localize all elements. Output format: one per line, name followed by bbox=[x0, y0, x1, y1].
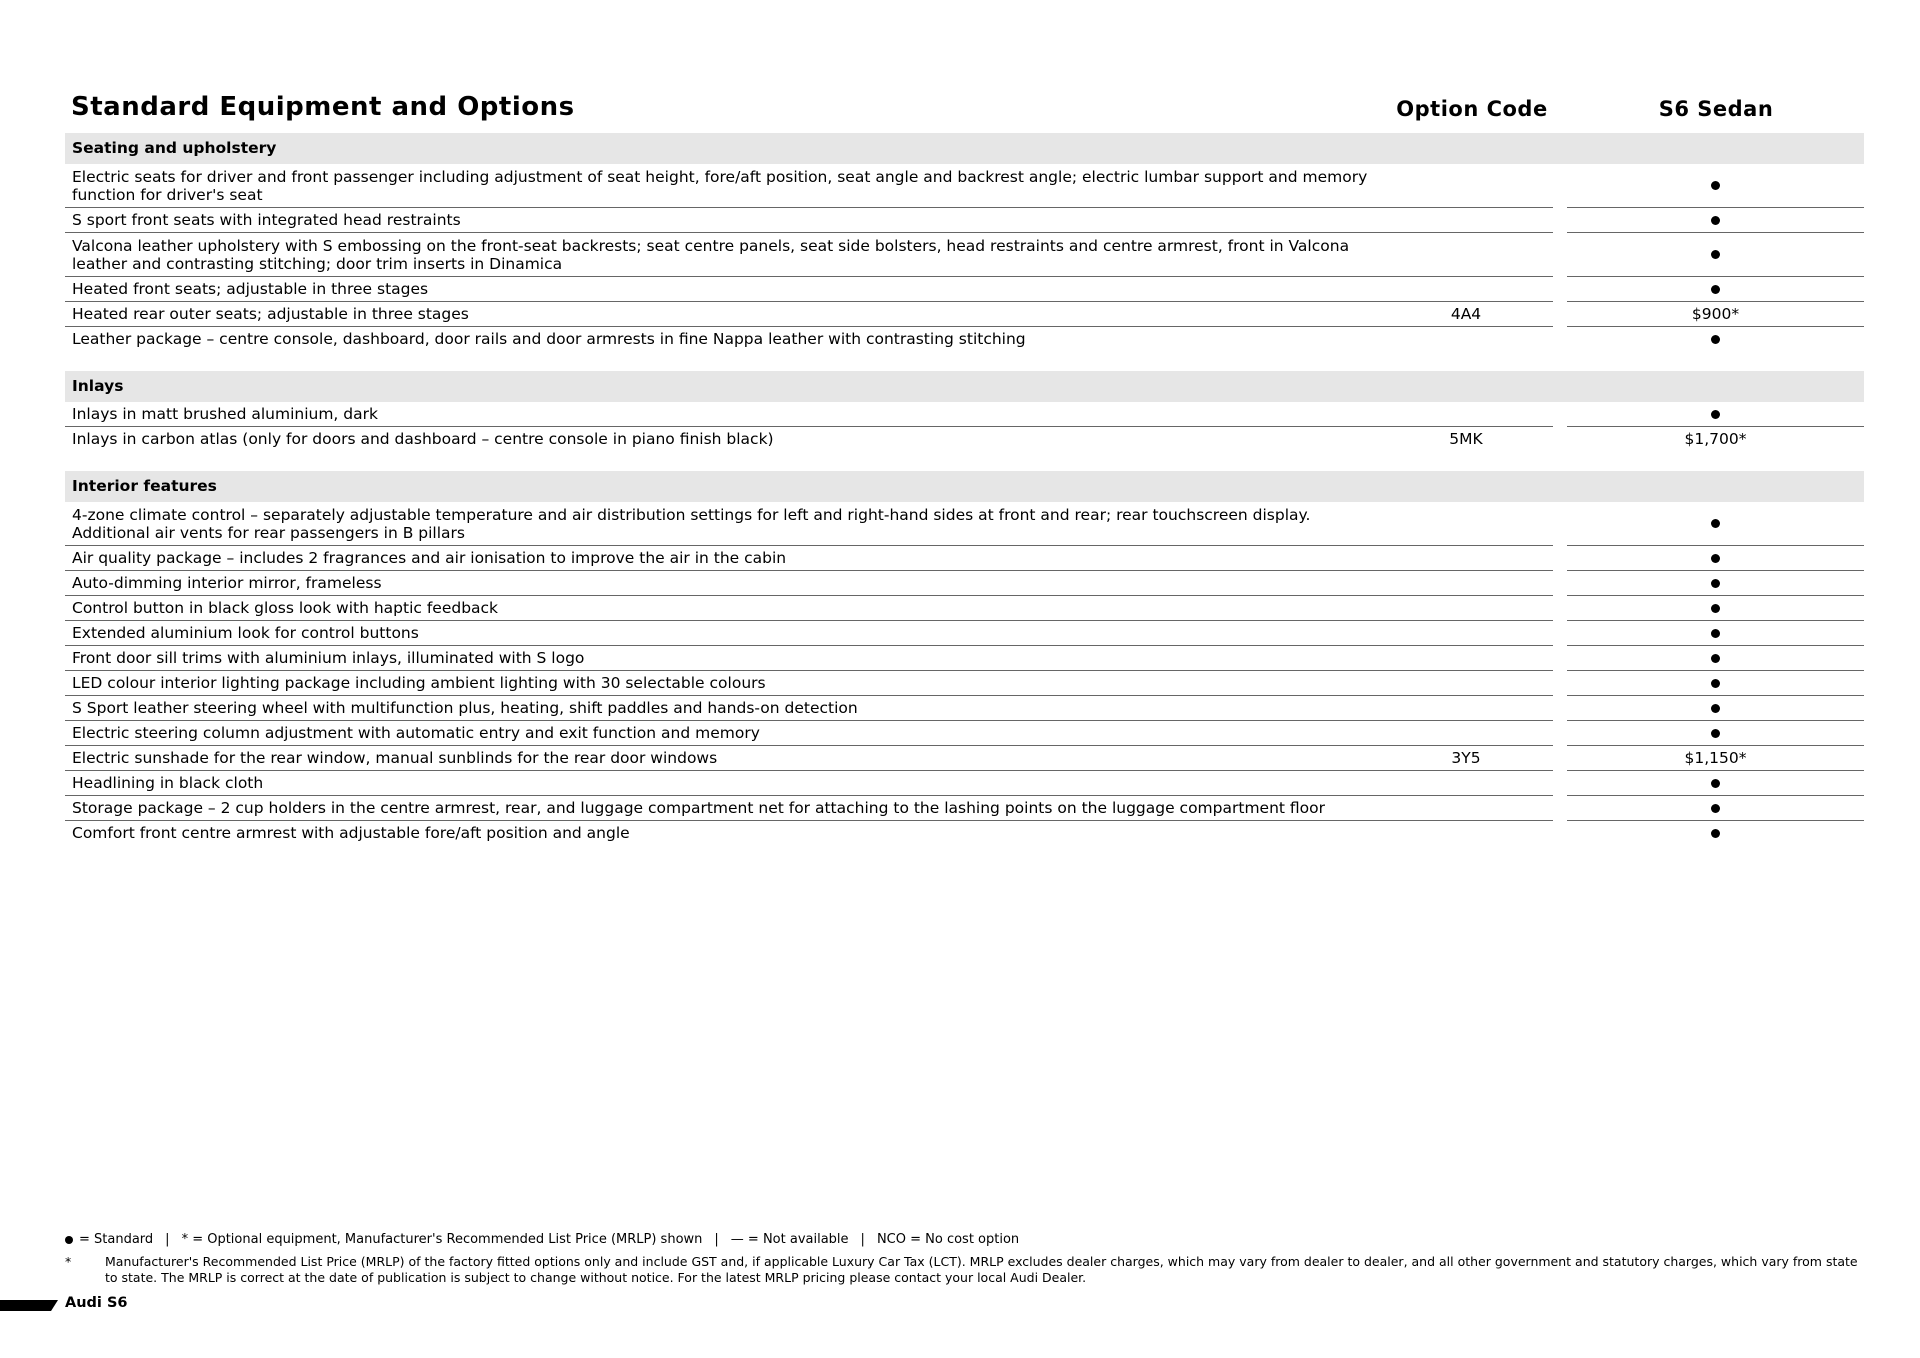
standard-dot-icon bbox=[1711, 629, 1720, 638]
standard-dot-icon bbox=[1711, 410, 1720, 419]
feature-description bbox=[65, 302, 1381, 327]
section bbox=[65, 371, 1864, 451]
footer-label: Audi S6 bbox=[65, 1295, 128, 1311]
standard-dot-icon bbox=[1711, 604, 1720, 613]
table-row bbox=[65, 402, 1864, 427]
footnote-text: Manufacturer's Recommended List Price (MRLP) of the factory fitted options only and include GST and, if applicable Luxury Car Tax (LCT). MRLP excludes dealer charges, which may vary from dealer to dealer, and all other government and statutory charges, which vary from state to state. The MRLP is correct at the date of publication is subject to change without notice. For the latest MRLP pricing please contact your local Audi Dealer. bbox=[105, 1254, 1858, 1285]
table-row bbox=[65, 796, 1864, 821]
availability-cell bbox=[1567, 164, 1864, 208]
standard-dot-icon bbox=[1711, 829, 1720, 838]
table-row bbox=[65, 596, 1864, 621]
option-code-cell bbox=[1379, 502, 1553, 546]
feature-description bbox=[65, 771, 1381, 796]
footnote-mark: * bbox=[65, 1254, 72, 1269]
table-row bbox=[65, 646, 1864, 671]
feature-description bbox=[65, 746, 1381, 771]
feature-description bbox=[65, 621, 1381, 646]
availability-cell: $1,150* bbox=[1567, 746, 1864, 771]
feature-description-text: Inlays in carbon atlas (only for doors and dashboard – centre console in piano finish black) bbox=[72, 430, 774, 448]
table-row bbox=[65, 208, 1864, 233]
table-row bbox=[65, 502, 1864, 546]
model-column-header: S6 Sedan bbox=[1658, 97, 1774, 121]
standard-dot-icon bbox=[1711, 335, 1720, 344]
option-code-cell bbox=[1379, 546, 1553, 571]
availability-cell bbox=[1567, 502, 1864, 546]
option-code-cell bbox=[1379, 596, 1553, 621]
legend-separator: | bbox=[860, 1232, 865, 1247]
feature-description-text: Storage package – 2 cup holders in the centre armrest, rear, and luggage compartment net for attaching to the lashing points on the luggage compartment floor bbox=[72, 799, 1326, 817]
option-code-cell bbox=[1379, 621, 1553, 646]
availability-cell bbox=[1567, 402, 1864, 427]
table-row bbox=[65, 427, 1864, 451]
feature-description-text: Valcona leather upholstery with S embossing on the front-seat backrests; seat centre panels, seat side bolsters, head restraints and centre armrest, front in Valcona leather and contrasting stitching; door trim inserts in Dinamica bbox=[72, 237, 1350, 273]
table-row bbox=[65, 327, 1864, 351]
table-row bbox=[65, 696, 1864, 721]
table-row bbox=[65, 671, 1864, 696]
feature-description-text: Inlays in matt brushed aluminium, dark bbox=[72, 405, 378, 423]
feature-description bbox=[65, 796, 1381, 821]
standard-dot-icon bbox=[1711, 554, 1720, 563]
feature-description bbox=[65, 164, 1381, 208]
section bbox=[65, 133, 1864, 351]
option-code-cell: 4A4 bbox=[1379, 302, 1553, 327]
standard-dot-icon bbox=[1711, 679, 1720, 688]
availability-cell bbox=[1567, 696, 1864, 721]
standard-dot-icon bbox=[1711, 579, 1720, 588]
feature-description-text: Control button in black gloss look with haptic feedback bbox=[72, 599, 499, 617]
standard-dot-icon bbox=[1711, 654, 1720, 663]
option-code-cell bbox=[1379, 696, 1553, 721]
section-title: Inlays bbox=[65, 371, 1864, 402]
availability-cell bbox=[1567, 721, 1864, 746]
availability-cell bbox=[1567, 277, 1864, 302]
section bbox=[65, 471, 1864, 845]
availability-cell bbox=[1567, 796, 1864, 821]
option-code-cell bbox=[1379, 327, 1553, 351]
standard-dot-icon bbox=[1711, 804, 1720, 813]
legend-nco: NCO = No cost option bbox=[876, 1232, 1020, 1247]
option-code-cell bbox=[1379, 796, 1553, 821]
availability-cell bbox=[1567, 621, 1864, 646]
standard-dot-icon bbox=[1711, 285, 1720, 294]
section-title: Seating and upholstery bbox=[65, 133, 1864, 164]
legend-standard: = Standard bbox=[79, 1232, 154, 1247]
feature-description bbox=[65, 402, 1381, 427]
feature-description-text: Leather package – centre console, dashboard, door rails and door armrests in fine Nappa leather with contrasting stitching bbox=[72, 330, 1026, 348]
standard-dot-icon bbox=[1711, 704, 1720, 713]
option-code-cell bbox=[1379, 571, 1553, 596]
equipment-table bbox=[65, 133, 1864, 865]
legend-separator: | bbox=[714, 1232, 719, 1247]
standard-dot-icon bbox=[1711, 519, 1720, 528]
feature-description-text: Air quality package – includes 2 fragrances and air ionisation to improve the air in the cabin bbox=[72, 549, 787, 567]
option-code-cell: 3Y5 bbox=[1379, 746, 1553, 771]
availability-cell bbox=[1567, 327, 1864, 351]
legend-separator: | bbox=[165, 1232, 170, 1247]
feature-description bbox=[65, 596, 1381, 621]
feature-description-text: Electric sunshade for the rear window, manual sunblinds for the rear door windows bbox=[72, 749, 718, 767]
feature-description bbox=[65, 546, 1381, 571]
page-title: Standard Equipment and Options bbox=[71, 92, 575, 122]
feature-description bbox=[65, 327, 1381, 351]
feature-description-text: Electric steering column adjustment with automatic entry and exit function and memory bbox=[72, 724, 760, 742]
availability-cell bbox=[1567, 546, 1864, 571]
availability-cell bbox=[1567, 646, 1864, 671]
feature-description-text: 4-zone climate control – separately adjustable temperature and air distribution settings for left and right-hand sides at front and rear; rear touchscreen display. Additional air vents for rear passengers in B pillars bbox=[72, 506, 1311, 542]
legend bbox=[65, 1232, 1019, 1247]
standard-dot-icon bbox=[1711, 181, 1720, 190]
standard-dot-icon bbox=[1711, 779, 1720, 788]
availability-cell bbox=[1567, 596, 1864, 621]
table-row bbox=[65, 721, 1864, 746]
option-code-cell bbox=[1379, 277, 1553, 302]
table-row bbox=[65, 571, 1864, 596]
availability-cell bbox=[1567, 771, 1864, 796]
feature-description bbox=[65, 821, 1381, 845]
legend-optional: * = Optional equipment, Manufacturer's Recommended List Price (MRLP) shown bbox=[181, 1232, 703, 1247]
option-code-cell bbox=[1379, 821, 1553, 845]
table-row bbox=[65, 164, 1864, 208]
table-row bbox=[65, 302, 1864, 327]
section-title: Interior features bbox=[65, 471, 1864, 502]
availability-cell: $900* bbox=[1567, 302, 1864, 327]
feature-description bbox=[65, 427, 1381, 451]
feature-description-text: Front door sill trims with aluminium inlays, illuminated with S logo bbox=[72, 649, 585, 667]
feature-description bbox=[65, 233, 1381, 277]
availability-cell bbox=[1567, 821, 1864, 845]
option-code-cell bbox=[1379, 208, 1553, 233]
option-code-column-header: Option Code bbox=[1396, 97, 1548, 121]
footer-bar bbox=[0, 1300, 58, 1311]
table-row bbox=[65, 621, 1864, 646]
footnote bbox=[65, 1254, 1865, 1286]
option-code-cell bbox=[1379, 402, 1553, 427]
feature-description bbox=[65, 646, 1381, 671]
feature-description bbox=[65, 696, 1381, 721]
feature-description-text: Headlining in black cloth bbox=[72, 774, 264, 792]
option-code-cell: 5MK bbox=[1449, 430, 1483, 448]
table-row bbox=[65, 821, 1864, 845]
standard-dot-icon bbox=[1711, 216, 1720, 225]
feature-description-text: Extended aluminium look for control buttons bbox=[72, 624, 419, 642]
feature-description-text: S sport front seats with integrated head restraints bbox=[72, 211, 461, 229]
feature-description bbox=[65, 208, 1381, 233]
feature-description bbox=[65, 277, 1381, 302]
feature-description-text: Heated rear outer seats; adjustable in three stages bbox=[72, 305, 469, 323]
table-row bbox=[65, 746, 1864, 771]
feature-description bbox=[65, 502, 1381, 546]
option-code-cell bbox=[1379, 671, 1553, 696]
standard-dot-icon bbox=[1711, 729, 1720, 738]
option-code-cell bbox=[1379, 233, 1553, 277]
feature-description-text: S Sport leather steering wheel with multifunction plus, heating, shift paddles and hands-on detection bbox=[72, 699, 858, 717]
option-code-cell bbox=[1379, 164, 1553, 208]
feature-description bbox=[65, 671, 1381, 696]
availability-cell bbox=[1567, 233, 1864, 277]
feature-description-text: Comfort front centre armrest with adjustable fore/aft position and angle bbox=[72, 824, 630, 842]
availability-cell: $1,700* bbox=[1684, 430, 1747, 448]
option-code-cell bbox=[1379, 646, 1553, 671]
table-row bbox=[65, 546, 1864, 571]
availability-cell bbox=[1567, 571, 1864, 596]
feature-description-text: LED colour interior lighting package including ambient lighting with 30 selectable colours bbox=[72, 674, 766, 692]
table-row bbox=[65, 233, 1864, 277]
feature-description-text: Heated front seats; adjustable in three stages bbox=[72, 280, 429, 298]
availability-cell bbox=[1567, 208, 1864, 233]
standard-dot-icon bbox=[1711, 250, 1720, 259]
option-code-cell bbox=[1379, 721, 1553, 746]
legend-not-available: — = Not available bbox=[730, 1232, 849, 1247]
table-row bbox=[65, 771, 1864, 796]
feature-description bbox=[65, 571, 1381, 596]
availability-cell bbox=[1567, 671, 1864, 696]
option-code-cell bbox=[1379, 771, 1553, 796]
standard-dot-icon bbox=[65, 1236, 73, 1244]
table-row bbox=[65, 277, 1864, 302]
feature-description-text: Electric seats for driver and front passenger including adjustment of seat height, fore/aft position, seat angle and backrest angle; electric lumbar support and memory function for driver's seat bbox=[72, 168, 1368, 204]
feature-description-text: Auto-dimming interior mirror, frameless bbox=[72, 574, 382, 592]
feature-description bbox=[65, 721, 1381, 746]
